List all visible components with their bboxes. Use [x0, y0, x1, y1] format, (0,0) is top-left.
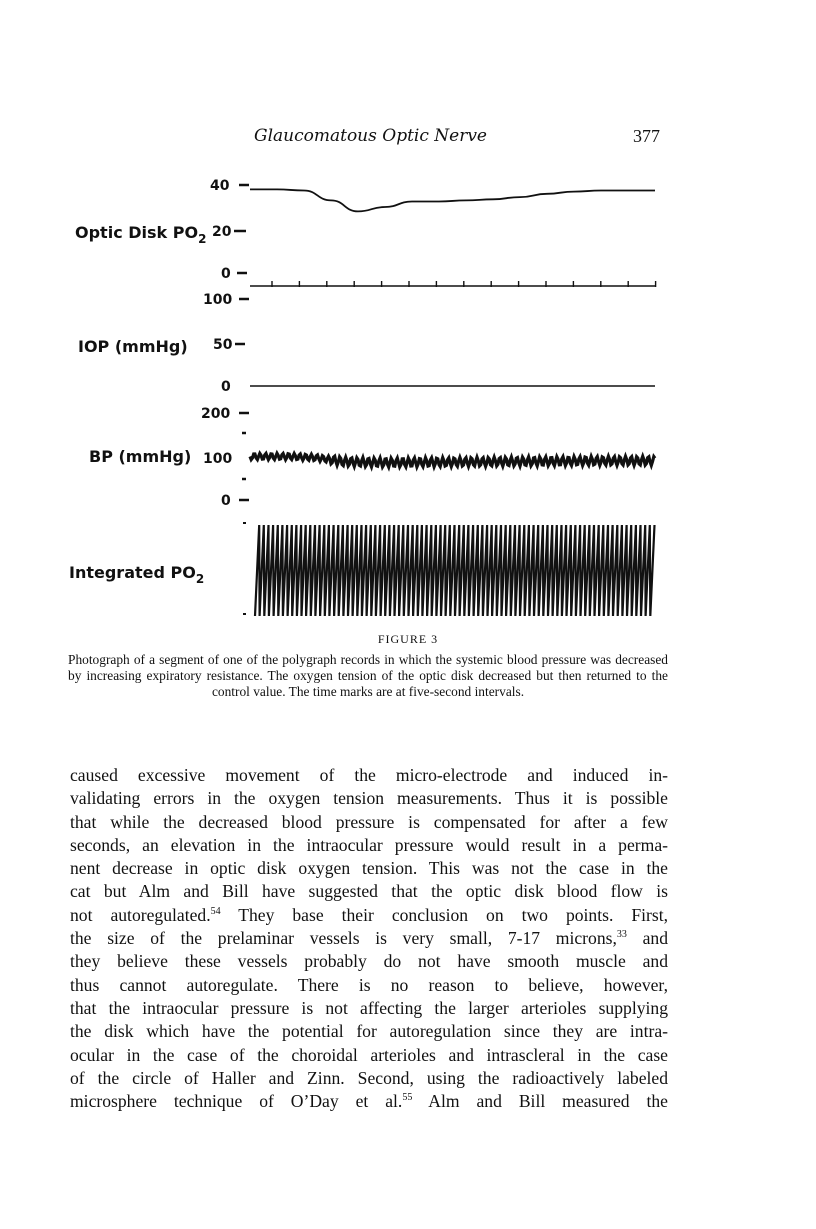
page-number: 377: [633, 126, 660, 146]
tick-po2-top: 40: [210, 178, 230, 194]
label-iop: IOP (mmHg): [78, 337, 188, 356]
tick-bp-top: 200: [201, 406, 231, 422]
body-line: microsphere technique of O’Day et al.$^{55}$ Alm and Bill measured the: [70, 1091, 668, 1112]
body-line: seconds, an elevation in the intraocular pressure would result in a perma-: [70, 834, 668, 855]
bp-trace-line: [250, 453, 655, 467]
tick-bp-mid: 100: [203, 451, 233, 467]
label-bp: BP (mmHg): [89, 447, 192, 466]
body-line: caused excessive movement of the micro-electrode and induced in-: [70, 765, 668, 785]
integrated-po2-trace-line: [255, 525, 655, 616]
tick-po2-bottom: 0: [221, 266, 231, 282]
body-line: that while the decreased blood pressure is compensated for after a few: [70, 811, 668, 832]
figure-caption: Photograph of a segment of one of the polygraph records in which the systemic blood pressure was decreased by increasing expiratory resistance. The oxygen tension of the optic disk decreased but then returned to the control value. The time marks are at five-second intervals.: [68, 652, 668, 699]
body-line: they believe these vessels probably do not have smooth muscle and: [70, 951, 668, 972]
running-header-title: Glaucomatous Optic Nerve: [254, 126, 487, 146]
body-line: thus cannot autoregulate. There is no reason to believe, however,: [70, 974, 668, 995]
body-line: of the circle of Haller and Zinn. Second, using the radioactively labeled: [70, 1067, 668, 1088]
tick-iop-top: 100: [203, 292, 233, 308]
tick-iop-bottom: 0: [221, 379, 231, 395]
body-line: not autoregulated.$^{54}$ They base their conclusion on two points. First,: [70, 904, 669, 925]
citation-ref: 33: [616, 929, 627, 941]
figure-label: FIGURE 3: [377, 632, 439, 646]
body-line: nent decrease in optic disk oxygen tension. This was not the case in the: [70, 858, 668, 879]
label-integrated-po2: Integrated $PO_2$: [69, 563, 205, 586]
tick-po2-mid: 20: [212, 224, 232, 240]
body-line: the size of the prelaminar vessels is very small, 7-17 microns,$^{33}$ and: [70, 928, 668, 949]
po2-trace-line: [250, 189, 655, 211]
time-mark-baseline: [250, 281, 656, 287]
body-line: the disk which have the potential for autoregulation since they are intra-: [70, 1021, 668, 1042]
citation-ref: 55: [402, 1092, 413, 1104]
label-optic-disk-po2: Optic Disk $PO_2$: [75, 223, 207, 246]
body-line: cat but Alm and Bill have suggested that the optic disk blood flow is: [70, 881, 668, 902]
body-line: validating errors in the oxygen tension measurements. Thus it is possible: [70, 788, 668, 809]
body-line: ocular in the case of the choroidal arterioles and intrascleral in the case: [70, 1044, 668, 1065]
tick-iop-mid: 50: [213, 337, 233, 353]
body-text: [70, 764, 668, 1113]
body-line: that the intraocular pressure is not affecting the larger arterioles supplying: [70, 997, 668, 1018]
citation-ref: 54: [210, 905, 221, 917]
integrated-po2-trace-group: [255, 525, 655, 616]
po2-trace-group: [250, 189, 655, 211]
tick-bp-bottom: 0: [221, 493, 231, 509]
bp-trace-group: [250, 453, 655, 467]
